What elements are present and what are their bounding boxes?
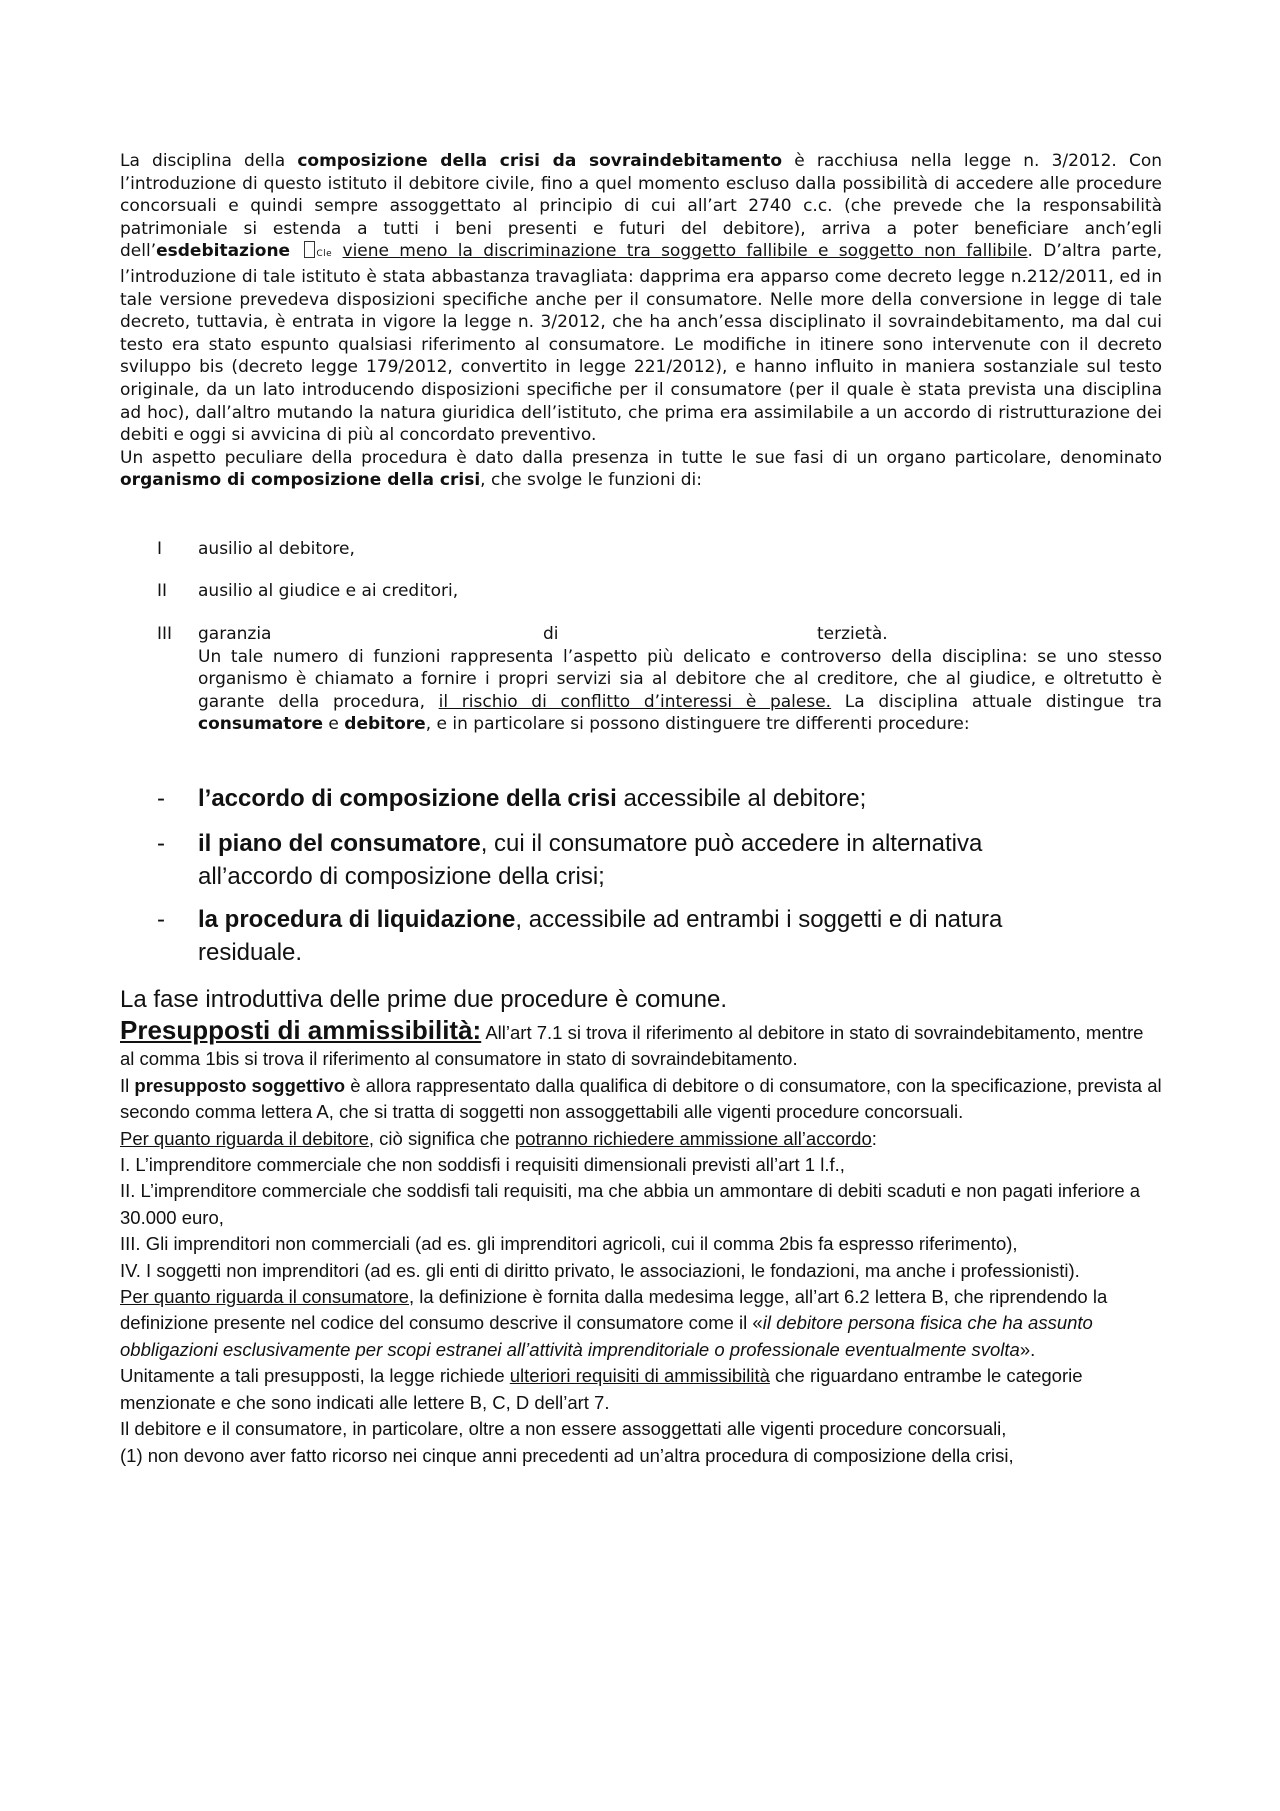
underlined-text: Per quanto riguarda il consumatore [120,1286,409,1308]
text: è racchiusa nella legge n. 3/2012. Con l’introduzione di questo istituto il debitore civile, fino a quel momento escluso dalla possibilità di accedere alle procedure concorsuali e quindi sempre assoggettato al principio di cui all’art 2740 c.c. (che prevede che la responsabilità patrimoniale si estenda a tutti i beni presenti e futuri del debitore), arriva a poter beneficiare anch’egli dell’ [120,151,1162,262]
paragraph-heading [120,1017,1162,1073]
list-item: IV. I soggetti non imprenditori (ad es. gli enti di diritto privato, le associazioni, le fondazioni, ma anche i professionisti). [120,1259,1080,1281]
list-item: II. L’imprenditore commerciale che soddisfi tali requisiti, ma che abbia un ammontare di debiti scaduti e non pagati inferiore a 30.000 euro, [120,1180,1141,1228]
dash-bullet: - [157,906,165,933]
bold-term: organismo di composizione della crisi [120,470,481,491]
dash-bullet: - [157,785,165,812]
text: , ciò significa che [368,1127,515,1149]
comment-marker-icon[interactable] [304,241,315,258]
list-number: I [157,539,163,559]
text: , che svolge le funzioni di: [480,470,702,491]
underlined-text: Per quanto riguarda il debitore [120,1127,369,1149]
paragraph-intro [120,150,1162,447]
list-item [120,538,1162,561]
list-item [120,580,1162,603]
intro-section [120,150,1162,492]
underlined-text: potranno richiedere ammissione all’accordo [514,1127,872,1149]
list-word: terzietà. [817,624,888,644]
section-heading: Presupposti di ammissibilità: [120,1015,482,1045]
text: La disciplina della [120,151,298,171]
procedure-text [198,782,1078,815]
paragraph-requisiti [120,1363,1162,1416]
bold-term: composizione della crisi da sovraindebitamento [297,151,783,171]
text: ». [1019,1338,1036,1360]
text: accessibile al debitore; [616,785,867,812]
underlined-text: il rischio di conflitto d’interessi è palese. [438,691,832,712]
comment-note: Cle [316,249,333,260]
text: , accessibile ad entrambi i soggetti e di natura residuale. [198,906,1003,966]
list-text: ausilio al giudice e ai creditori, [198,581,459,601]
list-item: I. L’imprenditore commerciale che non soddisfi i requisiti dimensionali previsti all’art 1 l.f., [120,1154,845,1176]
underlined-text: ulteriori requisiti di ammissibilità [509,1365,770,1387]
list-word: di [543,624,559,644]
paragraph-consumatore [120,1284,1162,1363]
text: : [871,1127,877,1149]
bold-term: l’accordo di composizione della crisi [198,785,617,812]
text: è allora rappresentato dalla qualifica di debitore o di consumatore, con la specificazione, prevista al secondo comma lettera A, che si tratta di soggetti non assoggettabili alle vigenti procedure concorsuali. [120,1074,1162,1123]
text: All’art 7.1 si trova il riferimento al debitore in stato di sovraindebitamento, mentre al comma 1bis si trova il riferimento al consumatore in stato di sovraindebitamento. [120,1022,1144,1070]
presupposti-section [120,1017,1162,1469]
list-word: garanzia [198,624,272,644]
bold-term: presupposto soggettivo [134,1074,346,1096]
paragraph-soggettivo [120,1073,1162,1126]
text: . D’altra parte, l’introduzione di tale istituto è stata abbastanza travagliata: dapprima era apparso come decreto legge n.212/2011, ed in tale versione prevedeva disposizioni specifiche anche per il consumatore. Nelle more della conversione in legge di tale decreto, tuttavia, è entrata in vigore la legge n. 3/2012, che ha anch’essa disciplinato il sovraindebitamento, ma dal cui testo era stato espunto qualsiasi riferimento al consumatore. Le modifiche in itinere sono intervenute con il decreto sviluppo bis (decreto legge 179/2012, convertito in legge 221/2012), e hanno influito in maniera sostanziale sul testo originale, da un lato introducendo disposizioni specifiche per il consumatore (per il quale è stata prevista una disciplina ad hoc), dall’altro mutando la natura giuridica dell’istituto, che prima era assimilabile a un accordo di ristrutturazione dei debiti e oggi si avvicina di più al concordato preventivo. [120,241,1162,446]
text: e [323,714,345,735]
procedure-text [198,827,1078,893]
list-number: II [157,581,168,601]
bold-term: la procedura di liquidazione [198,906,516,933]
text: , cui il consumatore può accedere in alternativa all’accordo di composizione della crisi; [198,830,983,890]
text: Un aspetto peculiare della procedura è dato dalla presenza in tutte le sue fasi di un organo particolare, denominato [120,447,1162,468]
text: Unitamente a tali presupposti, la legge richiede [120,1365,510,1387]
text: , e in particolare si possono distinguere tre differenti procedure: [425,714,970,735]
bold-term: consumatore [198,714,323,735]
list-item: (1) non devono aver fatto ricorso nei cinque anni precedenti ad un’altra procedura di composizione della crisi, [120,1444,1014,1466]
procedure-item [120,827,1162,893]
list-number: III [157,624,173,644]
dash-bullet: - [157,830,165,857]
list-item: III. Gli imprenditori non commerciali (ad es. gli imprenditori agricoli, cui il comma 2bis fa espresso riferimento), [120,1233,1018,1255]
paragraph-concorsuali: Il debitore e il consumatore, in particolare, oltre a non essere assoggettati alle vigenti procedure concorsuali, [120,1418,1007,1440]
text: , la definizione è fornita dalla medesima legge, all’art 6.2 lettera B, che riprendendo la definizione presente nel codice del consumo descrive il consumatore come il « [120,1286,1108,1334]
bold-term: esdebitazione [156,241,291,262]
intro-line: La fase introduttiva delle prime due procedure è comune. [120,986,728,1013]
text: La disciplina attuale distingue tra [831,691,1162,712]
list-text: ausilio al debitore, [198,539,355,559]
underlined-text: viene meno la discriminazione tra soggetto fallibile e soggetto non fallibile [342,241,1028,262]
procedure-item [120,903,1162,969]
text: Un tale numero di funzioni rappresenta l’aspetto più delicato e controverso della disciplina: se uno stesso organismo è chiamato a fornire i propri servizi sia al debitore che al creditore, che al giudice, e oltretutto è garante della procedura, [198,646,1162,712]
list-item [120,623,1162,736]
list-row [120,623,1162,646]
paragraph-conflitto [198,646,1162,736]
paragraph-debitore [120,1126,1162,1152]
text: Il [120,1074,135,1096]
paragraph-organismo [120,447,1162,492]
text: che riguardano entrambe le categorie menzionate e che sono indicati alle lettere B, C, D dell’art 7. [120,1365,1083,1413]
italic-quote: il debitore persona fisica che ha assunto obbligazioni esclusivamente per scopi estranei all’attività imprenditoriale o professionale eventualmente svolta [120,1312,1093,1360]
bold-term: debitore [344,714,426,735]
bold-term: il piano del consumatore [198,830,481,857]
procedure-item [120,782,1162,815]
procedure-text [198,903,1078,969]
